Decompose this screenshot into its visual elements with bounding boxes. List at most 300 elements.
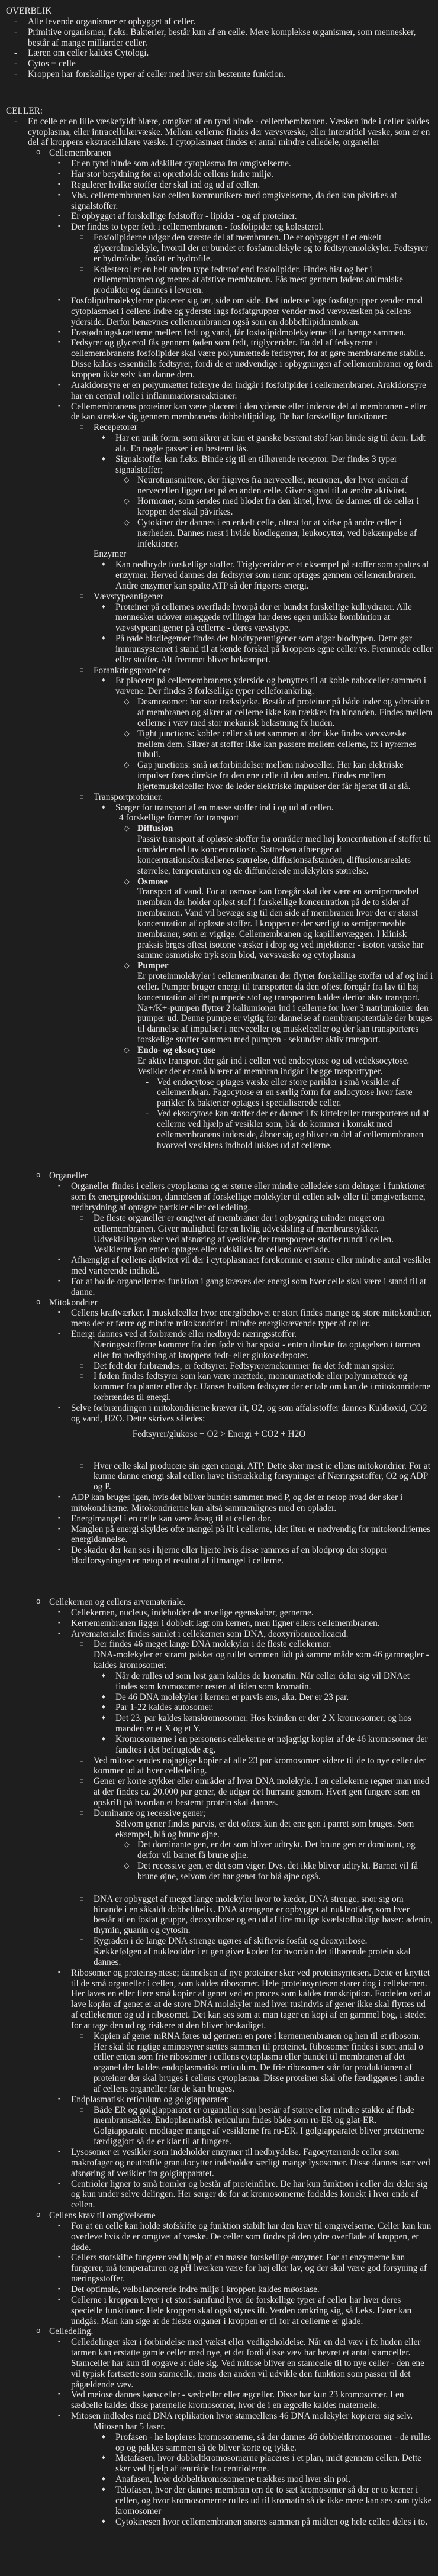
osquare-bullet-icon: □ [80,1214,84,1221]
list-item [0,159,438,169]
item-text: Ved meiose dannes kønsceller - sædceller eller ægceller. Disse har kun 23 kromosomer. I en sædcelle kaldes disse paternelle kromosomer, hvor de i en ægcelle kaldes maternelle. [71,2390,404,2411]
fsquare-bullet-icon: ▪ [58,382,60,388]
osquare-bullet-icon: □ [80,424,84,431]
fsquare-bullet-icon: ▪ [58,1969,60,1976]
list-item [0,2031,438,2095]
list-item [0,1329,438,1340]
item-text: Organeller [49,1171,88,1181]
osquare-bullet-icon: □ [80,1948,84,1955]
list-item [0,675,438,697]
osquare-bullet-icon: □ [80,551,84,558]
fsquare-bullet-icon: ▪ [58,2180,60,2187]
item-text: Cellerne i kroppen lever i et stort samfund hvor de forskellige typer af celler har hver deres specielle funktioner. Hele kroppen skal også styres ift. Verden omkring sig, så f.eks. Farer kan undgås. Man kan sige at de fleste organer i kroppen er til for at cellerne er glade. [71,2294,412,2326]
spacer [0,80,438,106]
list-item [0,1650,438,1671]
item-text: Selve forbrændingen i mitokondrierne kræver ilt, O2, og som affalsstoffer dannes Kuldioxid, CO2 og vand, H2O. Dette skrives således: [71,1403,427,1424]
list-item [0,2095,438,2105]
list-item [0,518,438,550]
item-text: Arvematerialet findes samlet i cellekernen som DNA, deoxyribonucelicacid. [71,1628,349,1639]
list-item [0,2126,438,2147]
circle-bullet-icon: o [36,1171,41,1180]
item-text: Det dominante gen, er det som bliver udtrykt. Det brune gen er dominant, og derfor vil barnet få brune øjne. [137,1840,416,1861]
fdiamond-bullet-icon: ♦ [102,2454,105,2462]
item-text: Ved mitose sendes nøjagtige kopier af alle 23 par kromosomer videre til de to nye celler der kommer ud af hver celledeling. [94,1755,426,1776]
item-text: Celledeling. [49,2326,94,2337]
item-text: Neurotransmittere, der frigives fra nerveceller, neuroner, der hvor enden af nervecellen ligger tæt på en anden celle. Giver signal til at ændre aktivitet. [137,475,408,496]
item-text: De skader der kan ses i hjerne eller hjerte hvis disse rammes af en blodprop der stopper blodforsyningen er netop et resultat af iltmangel i cellerne. [71,1545,388,1566]
list-item [0,2474,438,2485]
list-item [0,59,438,69]
odiamond-bullet-icon: ◇ [124,476,130,484]
item-text: Signalstoffer kan f.eks. Binde sig til en tilhørende receptor. Der findes 3 typer signalstoffer; [115,454,397,475]
item-text: Fedtsyrer/glukose + O2 > Energi + CO2 + H2O [132,1428,306,1439]
fdiamond-bullet-icon: ♦ [102,455,105,463]
item-text: Afhængigt af cellens aktivitet vil der i cytoplasmaet forekomme et større eller mindre antal vesikler med varierende indhold. [71,1255,432,1276]
item-text: Sørger for transport af en masse stoffer ind i og ud af cellen. [115,802,334,813]
fsquare-bullet-icon: ▪ [58,2096,60,2102]
osquare-bullet-icon: □ [80,1938,84,1945]
list-item [0,1514,438,1524]
circle-bullet-icon: o [36,1597,41,1606]
dash-bullet-icon: - [14,59,18,69]
list-item [0,2485,438,2517]
item-text: En celle er en lille væskefyldt blære, omgivet af en tynd hinde - cellembembranen. Væsken inde i celler kaldes cytoplasma, eller intracellulærvæske. Mellem cellerne findes der vævsvæske, eller interstitiel væske, som er en del af kroppens ekstracellulære væske. I cytoplasmaet findes et antal mindre celledele, organeller [28,116,430,148]
item-text: Hormoner, som sendes med blodet fra den kirtel, hvor de dannes til de celler i kroppen der skal påvirkes. [137,496,419,517]
circle-bullet-icon: o [36,2327,41,2336]
list-item [0,1618,438,1629]
list-item [0,1894,438,1936]
odiamond-bullet-icon: ◇ [124,497,130,506]
fsquare-bullet-icon: ▪ [58,192,60,198]
osquare-bullet-icon: □ [80,1641,84,1648]
osquare-bullet-icon: □ [80,1341,84,1348]
list-item [0,2411,438,2422]
item-text: Telofasen, hvor der dannes membran om de to sæt kromosomer så der er to kerner i cellen, og hvor kromosomerne rulles ud til kromatin så de ikke mere kan ses som tykke kromosomer [115,2485,432,2516]
list-item [0,1713,438,1734]
list-item [0,148,438,159]
fsquare-bullet-icon: ▪ [58,1331,60,1337]
osquare-bullet-icon: □ [80,1362,84,1369]
item-text: Celledelinger sker i forbindelse med vækst eller vedligeholdelse. Når en del væv i fx huden eller tarmen kan erstatte gamle celler med nye, et det fordi disse væv har bevret et antal stamceller. Stamceller har kun til opgave at dele sig. Ved mitose bliver en stamcelle til to nye celler - den ene vil typisk fortsætte som stamcelle, mens den anden vil udvikle den funktion som passer til det pågældende væv. [71,2337,424,2390]
item-text: Har en unik form, som sikrer at kun et ganske bestemt stof kan binde sig til dem. Lidt ala. En nøgle passer i en bestemt lås. [115,433,426,454]
list-item [0,402,438,423]
fsquare-bullet-icon: ▪ [58,2149,60,2155]
item-text: Transportproteiner. [94,791,163,802]
item-text: Ved endocytose optages væske eller store parikler i små vesikler af cellemembran. Fagocytose er en særlig form for endocytose hvor faste parikler fx bakterier optages i specialiserede celler. [157,1077,413,1108]
item-text: Både ER og golgiapparatet er organeller som består af større eller mindre stakke af flade membransække. Endoplasmatisk reticulum fndes både som ru-ER og glat-ER. [94,2105,414,2126]
osquare-bullet-icon: □ [80,2128,84,2135]
osquare-bullet-icon: □ [80,667,84,674]
odiamond-bullet-icon: ◇ [124,1840,130,1849]
list-item [0,1756,438,1777]
list-item [0,1108,438,1150]
fsquare-bullet-icon: ▪ [58,1257,60,1263]
circle-bullet-icon: o [36,148,41,157]
item-text: Enzymer [94,549,127,560]
list-item [0,17,438,27]
odiamond-bullet-icon: ◇ [124,877,130,885]
list-item [0,760,438,792]
list-item [0,27,438,49]
item-text: Er proteinmolekyler i cellemembranen der flytter forskellige stoffer ud af og ind i celler. Pumper bruger energi til transporten da den oftest foregår fra lav til høj koncentration af det pumpede stof og transporten kaldes derfor aktv transport. Na+/K+-pumpen flytter 2 kaliumioner ind i cellerne for hver 3 natriumioner den pumper ud. Denne pumpe er vigtig for dannelse af membranpotentiale der bruges til dannelse af impulser i nerveceller og muskelceller og der kan transporteres forskelige stoffer sammen med pumpen - sekundær aktiv transport. [137,971,433,1045]
item-text: Læren om celler kaldes Cytologi. [28,48,149,59]
fsquare-bullet-icon: ▪ [58,224,60,230]
list-item [0,1629,438,1640]
list-item [0,961,438,971]
dash-bullet-icon: - [14,48,18,59]
list-item [0,1298,438,1308]
list-item [0,602,438,634]
circle-bullet-icon: o [36,1298,41,1307]
list-paragraph [0,1819,438,1840]
list-item [0,2517,438,2527]
odiamond-bullet-icon: ◇ [124,1861,130,1870]
list-item [0,190,438,212]
item-text: Næringsstofferne kommer fra den føde vi har spsist - enten direkte fra optagelsen i tarmen eller fra nedbydning af kroppens fedt- eller glukosedepoter. [94,1339,420,1360]
osquare-bullet-icon: □ [80,2423,84,2430]
list-paragraph [0,887,438,961]
list-item [0,2210,438,2221]
list-item [0,1492,438,1514]
odiamond-bullet-icon: ◇ [124,1046,130,1054]
formula-line [0,1429,438,1440]
fsquare-bullet-icon: ▪ [58,1278,60,1284]
fdiamond-bullet-icon: ♦ [102,434,105,442]
heading-text: OVERBLIK [6,6,52,16]
item-text: Gap junctions: små rørforbindelser mellem naboceller. Her kan elektriske impulser føres direkte fra den ene celle til den anden. Findes mellem hjertemuskelceller hvor de leder elektriske impulser der får hjertet til at slå. [137,760,411,791]
item-text: Lysosomer er vesikler som indeholder enzymer til nedbrydelse. Fagocyterrende celler som makrofager og neutrofile granulocytter indeholder særligt mange lysosomer. Disse dannes især ved afsnøring af vesikler fra golgiapparatet. [71,2147,430,2179]
list-paragraph [0,834,438,876]
item-text: Primitive organismer, f.eks. Bakterier, består kun af en celle. Mere komplekse organismer, som mennesker, består af mange milliarder celler. [28,27,416,48]
list-item [0,264,438,296]
list-item [0,1639,438,1650]
item-text: Ribosomer og proteinsyntese; dannelsen af nye proteiner sker ved proteinsyntesen. Dette er knyttet til de små organeller i cellen, som kaldes ribosomer. Hele proteinsyntesen starer dog i cellekernen. Her laves en eller flere små kopier af genet ved en proces som kaldes transkription. Fordelen ved at lave kopier af genet er at de store DNA molekyler med hver tusindvis af gener ikke skal flyttes ud af cellekernen og ud i ribosomet. Det kan ses som at man tager en kopi af en gammel bog, i stedet for at tage den ud og risikere at den bliver beskadiget. [71,1967,431,2031]
list-item [0,2252,438,2284]
item-text: Organeller findes i cellers cytoplasma og er større eller mindre celledele som deltager i funktioner som fx energiproduktion, dannelsen af forskellige molekyler til cellen selv eller til omgiverlserne, nedbrydning af optagne partkler eller celledeling. [71,1181,426,1213]
item-text: De fleste organeller er omgivet af membraner der i opbygning minder meget om cellemembranen. Giver mulighed for en livlig udveklsling af membranstykker. Udveklslingen sker ved afsnøring af vesikler der transporerer stoffer rundt i cellen. Vesiklerne kan enten optages eller udskilles fra cellens overflade. [94,1213,394,1255]
list-item [0,2295,438,2327]
circle-bullet-icon: o [36,2211,41,2220]
fsquare-bullet-icon: ▪ [58,1494,60,1501]
item-text: Mitosen har 5 faser. [94,2421,166,2432]
item-text: Pumper [137,961,169,971]
list-item [0,1255,438,1276]
item-text: Cellers stofskifte fungerer ved hjælp af en masse forskellige enzymer. For at enzymerne kan fungerer, må temperaturen og pH hverken være for høj eller lav, og der skal være god forsyning af næringsstoffer. [71,2252,427,2284]
item-text: Ved eksocytose kan stoffer der er dannet i fx kirtelceller transporteres ud af cellerne ved hjælp af vesikler som, bår de kommer i kontakt med cellemembranens inderside, åbner sig og bliver en del af cellemembranen hvorved vesiklens indhold lukkes ud af cellerne. [157,1108,430,1150]
list-item [0,2422,438,2432]
fdiamond-bullet-icon: ♦ [102,803,105,811]
odiamond-bullet-icon: ◇ [124,697,130,706]
list-item [0,2390,438,2411]
list-item [0,180,438,190]
odiamond-bullet-icon: ◇ [124,824,130,833]
item-text: Cellekernen, nucleus, indeholder de arvelige egenskaber, gernerne. [71,1607,314,1618]
fsquare-bullet-icon: ▪ [58,1525,60,1532]
item-text: Proteiner på cellernes overflade hvorpå der er bundet forskellige kulhydrater. Alle mennesker udover enæggede tvillinger har deres egen unikke kombintion at vævstypeantigener på cellerne - deres vævstype. [115,602,412,634]
item-text: Når de rulles ud som løst garn kaldes de kromatin. Når celler deler sig vil DNAet findes som kromosomer resten af tiden som kromatin. [115,1670,410,1692]
item-text: Metafasen, hvor dobbeltkromosomerne placeres i et plan, midt gennem cellen. Dette sker ved hjælp af tentråde fra centriolerne. [115,2453,421,2474]
item-text: Kroppen har forskellige typer af celler med hver sin bestemte funktion. [28,69,286,80]
fsquare-bullet-icon: ▪ [58,2413,60,2419]
item-text: Osmose [137,876,168,887]
spacer [0,1150,438,1171]
fsquare-bullet-icon: ▪ [58,160,60,167]
section-heading [0,6,438,17]
item-text: Cytokiner der dannes i en enkelt celle, oftest for at virke på andre celler i nærheden. Dannes mest i hvide blodlegemer, leukocytter, ved bekæmpelse af infektioner. [137,517,417,549]
item-text: Manglen på energi skyldes ofte mangel på ilt i cellerne, idet ilten er nødvendig for mitokondriernes energidannelse. [71,1524,431,1545]
list-item [0,422,438,433]
item-text: For at en celle kan holde stofskifte og funktion stabilt har den krav til omgivelserne. Celler kan kun overleve hvis de er omgivet af væske. De celler som findes på den ydre overflade af kroppen, er døde. [71,2221,431,2252]
item-text: DNA-molekyler er stramt pakket og rullet sammen lidt på samme måde som 46 garnnøgler - kaldes kromosomer. [94,1650,429,1671]
fsquare-bullet-icon: ▪ [58,1183,60,1190]
spacer [0,1440,438,1461]
osquare-bullet-icon: □ [80,266,84,273]
osquare-bullet-icon: □ [80,1757,84,1764]
item-text: Dominante og recessive gener; [94,1808,206,1818]
osquare-bullet-icon: □ [80,593,84,600]
list-item [0,1308,438,1329]
item-text: Mitosen indledes med DNA replikation hvor stamcellens 46 DNA molekyler kopierer sig selv. [71,2411,413,2422]
item-text: På røde blodlegemer findes der blodtypeantigener som afgør blodtypen. Dette gør immunsystemet i stand til at kende forskel på kroppens egne celler vs. Fremmede celler eller stoffer. Alt fremmet bliver bekæmpet. [115,634,433,665]
list-item [0,232,438,264]
item-text: Kolesterol er en helt anden type fedtstof end fosfolipider. Findes hist og her i cellemembranen og menes at afstive membranen. Fås mest gennem fødens animalske produkter og dannes i leveren. [94,264,403,296]
list-item [0,1545,438,1566]
fdiamond-bullet-icon: ♦ [102,677,105,684]
osquare-bullet-icon: □ [80,2106,84,2113]
fsquare-bullet-icon: ▪ [58,340,60,346]
item-text: Rækkefølgen af nukleotider i et gen giver koden for hvordan det tilhørende protein skal dannes. [94,1946,411,1967]
list-item [0,665,438,676]
list-item [0,1077,438,1109]
item-text: Rygraden i de lange DNA strenge ugøres af skiftevis fosfat og deoxyribose. [94,1936,368,1947]
fsquare-bullet-icon: ▪ [58,298,60,304]
item-text: Tight junctions: kobler celler så tæt sammen at der ikke findes vævsvæske mellem dem. Sikrer at stoffer ikke kan passere mellem cellerne, fx i nyrernes tubuli. [137,728,417,760]
list-item [0,2179,438,2211]
item-text: Har stor betydning for at opretholde cellens indre miljø. [71,169,273,179]
item-text: Vha. cellemembranen kan cellen kommunikere med omgivelserne, da den kan påvirkes af signalstoffer. [71,190,397,211]
fsquare-bullet-icon: ▪ [58,2296,60,2303]
osquare-bullet-icon: □ [80,1462,84,1469]
list-item [0,2337,438,2390]
item-text: Mitokondrier [49,1297,98,1308]
fsquare-bullet-icon: ▪ [58,2391,60,2398]
item-text: Cellemembranens proteiner kan være placeret i den yderste eller inderste del af membranen - eller de kan strække sig gennem membranens dobbeltlipidlag. De har forskellige funktioner: [71,401,427,422]
list-item [0,1213,438,1255]
item-text: Endplasmatisk reticulum og golgiapparatet; [71,2094,230,2105]
item-text: Cellens kraftværker. I muskelceller hvor energibehovet er stort findes mange og store mitokondrier, mens der er færre og mindre mitokondrier i mindre energikrævende typer af celler. [71,1308,432,1329]
spacer [0,1566,438,1597]
list-item [0,1361,438,1372]
list-item [0,454,438,476]
fsquare-bullet-icon: ▪ [58,2286,60,2292]
fdiamond-bullet-icon: ♦ [102,1704,105,1711]
list-item [0,222,438,232]
item-text: Det optimale, velbalancerede indre miljø i kroppen kaldes møostase. [71,2284,320,2294]
item-text: Forankringsproteiner [94,665,170,675]
list-item [0,1776,438,1808]
list-item [0,1524,438,1546]
list-item [0,338,438,380]
item-text: For at holde organellernes funktion i gang kræves der energi som hver celle skal være i stand til at danne. [71,1276,427,1297]
list-item [0,560,438,592]
odiamond-bullet-icon: ◇ [124,729,130,738]
item-text: Centrioler ligner to små tromler og består af proteinfibre. De har kun funktion i celler der deler sig og kun under selve delingen. Her sørger de for at kromosomerne fodeldes korrekt i hver ende af cellen. [71,2179,428,2210]
item-text: Energimangel i en celle kan være årsag til at cellen dør. [71,1513,272,1524]
list-item [0,48,438,59]
fdiamond-bullet-icon: ♦ [102,1735,105,1743]
list-item [0,1403,438,1424]
list-item [0,1947,438,1968]
osquare-bullet-icon: □ [80,234,84,241]
fsquare-bullet-icon: ▪ [58,170,60,177]
osquare-bullet-icon: □ [80,1373,84,1380]
list-item [0,328,438,338]
item-text: De 46 DNA molekyler i kernen er parvis ens, aka. Der er 23 par. [115,1692,349,1702]
item-text: Desmosomer: har stor trækstyrke. Består af proteiner på både inder og ydersiden af membranen og sikrer at cellerne ikke kan trækkes fra hinanden. Findes mellem cellerne i væv med stor mekanisk belastning fx huden. [137,697,433,728]
list-item [0,1461,438,1493]
list-item [0,69,438,80]
odiamond-bullet-icon: ◇ [124,761,130,770]
list-item [0,1276,438,1298]
list-item [0,296,438,328]
fsquare-bullet-icon: ▪ [58,2254,60,2261]
item-text: Kernemembranen ligger i dobbelt lagt om kernen, men ligner ellers cellemembranen. [71,1618,380,1628]
fdiamond-bullet-icon: ♦ [102,1693,105,1701]
item-text: Fosfolipiderne udgør den største del af membranen. De er opbygget af et enkelt glycerolmolekyle, hvortil der er bundet et fosfatmolekyle og to fedtsyremolekyler. Fedtsyrer er hydrofobe, fosfat er hydrofile. [94,232,428,264]
fdiamond-bullet-icon: ♦ [102,2486,105,2493]
list-item [0,117,438,148]
osquare-bullet-icon: □ [80,793,84,800]
list-item [0,1608,438,1618]
list-item [0,729,438,761]
section-heading [0,106,438,117]
list-item [0,2326,438,2337]
list-item [0,2147,438,2179]
fsquare-bullet-icon: ▪ [58,181,60,188]
list-item [0,592,438,602]
list-item [0,1692,438,1703]
fsquare-bullet-icon: ▪ [58,2222,60,2229]
odiamond-bullet-icon: ◇ [124,961,130,970]
list-item [0,1597,438,1608]
fsquare-bullet-icon: ▪ [58,1620,60,1626]
odiamond-bullet-icon: ◇ [124,518,130,526]
osquare-bullet-icon: □ [80,1651,84,1659]
item-text: Er en tynd hinde som adskiller cytoplasma fra omgivelserne. [71,159,291,169]
dash-bullet-icon: - [14,27,18,37]
list-item [0,1840,438,1861]
fdiamond-bullet-icon: ♦ [102,2475,105,2483]
spacer [0,1882,438,1894]
fsquare-bullet-icon: ▪ [58,2339,60,2345]
osquare-bullet-icon: □ [80,2032,84,2040]
item-text: Cytokinesen hvor cellemembranen snøres sammen på midten og hele cellen deles i to. [115,2516,428,2527]
document-body [0,6,438,2527]
item-text: Endo- og eksocytose [137,1045,215,1055]
item-text: Alle levende organismer er opbygget af celler. [28,16,196,27]
list-item [0,792,438,803]
fsquare-bullet-icon: ▪ [58,213,60,219]
list-item [0,1340,438,1361]
item-text: Fosfolipidmolekylerne placerer sig tæt, side om side. Det inderste lags fosfatgrupper vender mod cytoplasmaet i cellens indre og yderste lags fosfatgrupper vender mod vævsvæsken på cellens yderside. Derfor benævnes cellemembranen også som en dobbeltlipidmembran. [71,296,423,327]
fsquare-bullet-icon: ▪ [58,1547,60,1553]
fsquare-bullet-icon: ▪ [58,329,60,335]
fsquare-bullet-icon: ▪ [58,1609,60,1615]
fdiamond-bullet-icon: ♦ [102,561,105,568]
item-text: Arakidonsyre er en polyumættet fedtsyre der indgår i fosfolipider i cellemembraner. Arakidonsyre har en central rolle i inflammationsreaktioner. [71,380,426,401]
item-text: ADP kan bruges igen, hvis det bliver bundet sammen med P, og det er netop hvad der sker i mitokondrierne. Mitokondrierne kan altså sammenlignes med en oplader. [71,1492,403,1513]
item-text: Energi dannes ved at forbrænde eller nedbryde næringsstoffer. [71,1329,297,1340]
list-item [0,1181,438,1213]
item-text: Er opbygget af forskellige fedstoffer - lipider - og af proteiner. [71,211,297,222]
item-text: Kopien af gener mRNA føres ud gennem en pore i kernemembranen og hen til et ribosom. Her skal de rigtige aminosyrer sættes sammen til proteinet. Ribosomer findes i stort antal o celler enten som frie ribosomer i cellens cytoplasma eller bundet til membranen af det organel der kaldes endoplasmatisk reticulum. De frie ribosomer står for produktionen af proteiner der skal bruges i cellens cytoplasma. Disse proteiner skal ofte færdiggøres i andre af cellens organeller før de kan bruges. [94,2031,425,2094]
list-item [0,2453,438,2474]
item-text: Recepetorer [94,422,137,433]
item-text: Gener er korte stykker eller områder af hver DNA molekyle. I en cellekerne regner man med at der findes ca. 20.000 par gener, de udgør det humane genom. Hvert gen fungere som en opskrift på hvordan et bestemt protein skal dannes. [94,1776,430,1808]
item-text: Fedsyrer og glycerol fås gennem føden som fedt, triglycerider. En del af fedsyrerne i cellemembranens fosfolipider skal være polyumættede fedtsyrer, for at gøre membranerne stabile. Disse kaldes essentielle fedtsyrer, fordi de er nødvendige i opbygningen af cellemembraner og fordi kroppen ikke selv kan danne dem. [71,338,433,380]
list-item [0,549,438,560]
list-item [0,2105,438,2126]
list-item [0,1936,438,1947]
item-text: Det fedt der forbrændes, er fedtsyrer. Fedtsyrerernekommer fra det fedt man spsier. [94,1360,395,1371]
item-text: Transport af vand. For at osmose kan foregår skal der være en semipermeabel membran der holder opløst stof i forskellige koncentration på de to sider af membranen. Vand vil bevæge sig til den side af membranen hvor der er størst koncentration af opløste stoffer. I kroppen er der særligt to semipermeable membraner, som er vigtige. Cellemembranen og kapillærvæggen. I klinisk praksis brges oftest isotone væsker i drop og ved injektioner - isoton væske har samme osmotiske tryk som blod, vævsvæske og cytoplasma [137,887,424,961]
item-text: Cellekernen og cellens arvemateriale. [49,1596,186,1607]
item-text: Selvom gener findes parvis, er det oftest kun det ene gen i parret som bruges. Som eksempel, blå og brune øjne. [115,1818,414,1840]
list-paragraph [0,813,438,823]
item-text: 4 forskellige former for transport [119,813,239,823]
list-item [0,1861,438,1882]
list-paragraph [0,971,438,1045]
list-item [0,877,438,887]
osquare-bullet-icon: □ [80,1778,84,1785]
fsquare-bullet-icon: ▪ [58,1630,60,1637]
item-text: Hver celle skal producere sin egen energi, ATP. Dette sker mest ic ellens mitokondrier. For at kunne danne energi skal cellen have tilstrækkelig forsyninger af Næringsstoffer, O2 og ADP og P. [94,1460,430,1492]
item-text: Kan nedbryde forskellige stoffer. Triglycerider er et eksempel på stoffer som spaltes af enzymer. Herved dannes der fedtsyrer som nemt optages gennem cellemembranen. Andre enzymer kan spalte ATP så der frigøres energi. [115,560,429,591]
list-item [0,1734,438,1756]
item-text: Frastødningskræfterne mellem fedt og vand, får fosfolipidmolekylerne til at hænge sammen. [71,327,406,338]
list-item [0,1968,438,2031]
item-text: Det recessive gen, er det som viger. Dvs. det ikke bliver udtrykt. Barnet vil få brune øjne, selvom det har genet for blå øjne også. [137,1861,418,1882]
list-item [0,2284,438,2295]
list-item [0,433,438,454]
fsquare-bullet-icon: ▪ [58,403,60,409]
fdiamond-bullet-icon: ♦ [102,635,105,642]
fdiamond-bullet-icon: ♦ [102,1714,105,1722]
fdiamond-bullet-icon: ♦ [102,2433,105,2441]
list-item [0,2221,438,2253]
list-item [0,169,438,180]
fdiamond-bullet-icon: ♦ [102,1672,105,1679]
item-text: Par 1-22 kaldes autosomer. [115,1702,214,1713]
list-item [0,1371,438,1403]
osquare-bullet-icon: □ [80,1809,84,1817]
fsquare-bullet-icon: ▪ [58,1405,60,1411]
fdiamond-bullet-icon: ♦ [102,603,105,610]
item-text: Det 23. par kaldes kønskromosomer. Hos kvinden er der 2 X kromosomer, og hos manden er et X og et Y. [115,1713,411,1734]
heading-text: CELLER: [6,105,43,116]
fsquare-bullet-icon: ▪ [58,1310,60,1316]
item-text: Golgiapparatet modtager mange af vesiklerne fra ru-ER. I golgiapparatet bliver proteinerne færdiggjort så de er klar til at fungere. [94,2126,424,2147]
item-text: Profasen - he kopieres kromosomerne, så der dannes 46 dobbeltkromosomer - de rulles op og pakkes sammen så de bliver korte og tykke. [115,2432,431,2453]
dash-bullet-icon: - [14,16,18,27]
fdiamond-bullet-icon: ♦ [102,2517,105,2525]
dash-bullet-icon: - [14,69,18,80]
item-text: Passiv transport af opløste stoffer fra områder med høj koncentration af stoffet til områder med lav koncentratio<n. Søttrelsen afhænger af koncentrationsforskellenes størrelse, diffusionsafstanden, diffusionsarealets størrelse, temperaturen og de diffunderede molekylers størrelse. [137,834,431,876]
list-item [0,823,438,834]
list-item [0,1671,438,1692]
list-item [0,496,438,518]
item-text: Er aktiv transport der går ind i cellen ved endocytose og ud vedeksocytose. Vesikler der er små blærer af membran indgår i begge trasporttyper. [137,1055,410,1077]
